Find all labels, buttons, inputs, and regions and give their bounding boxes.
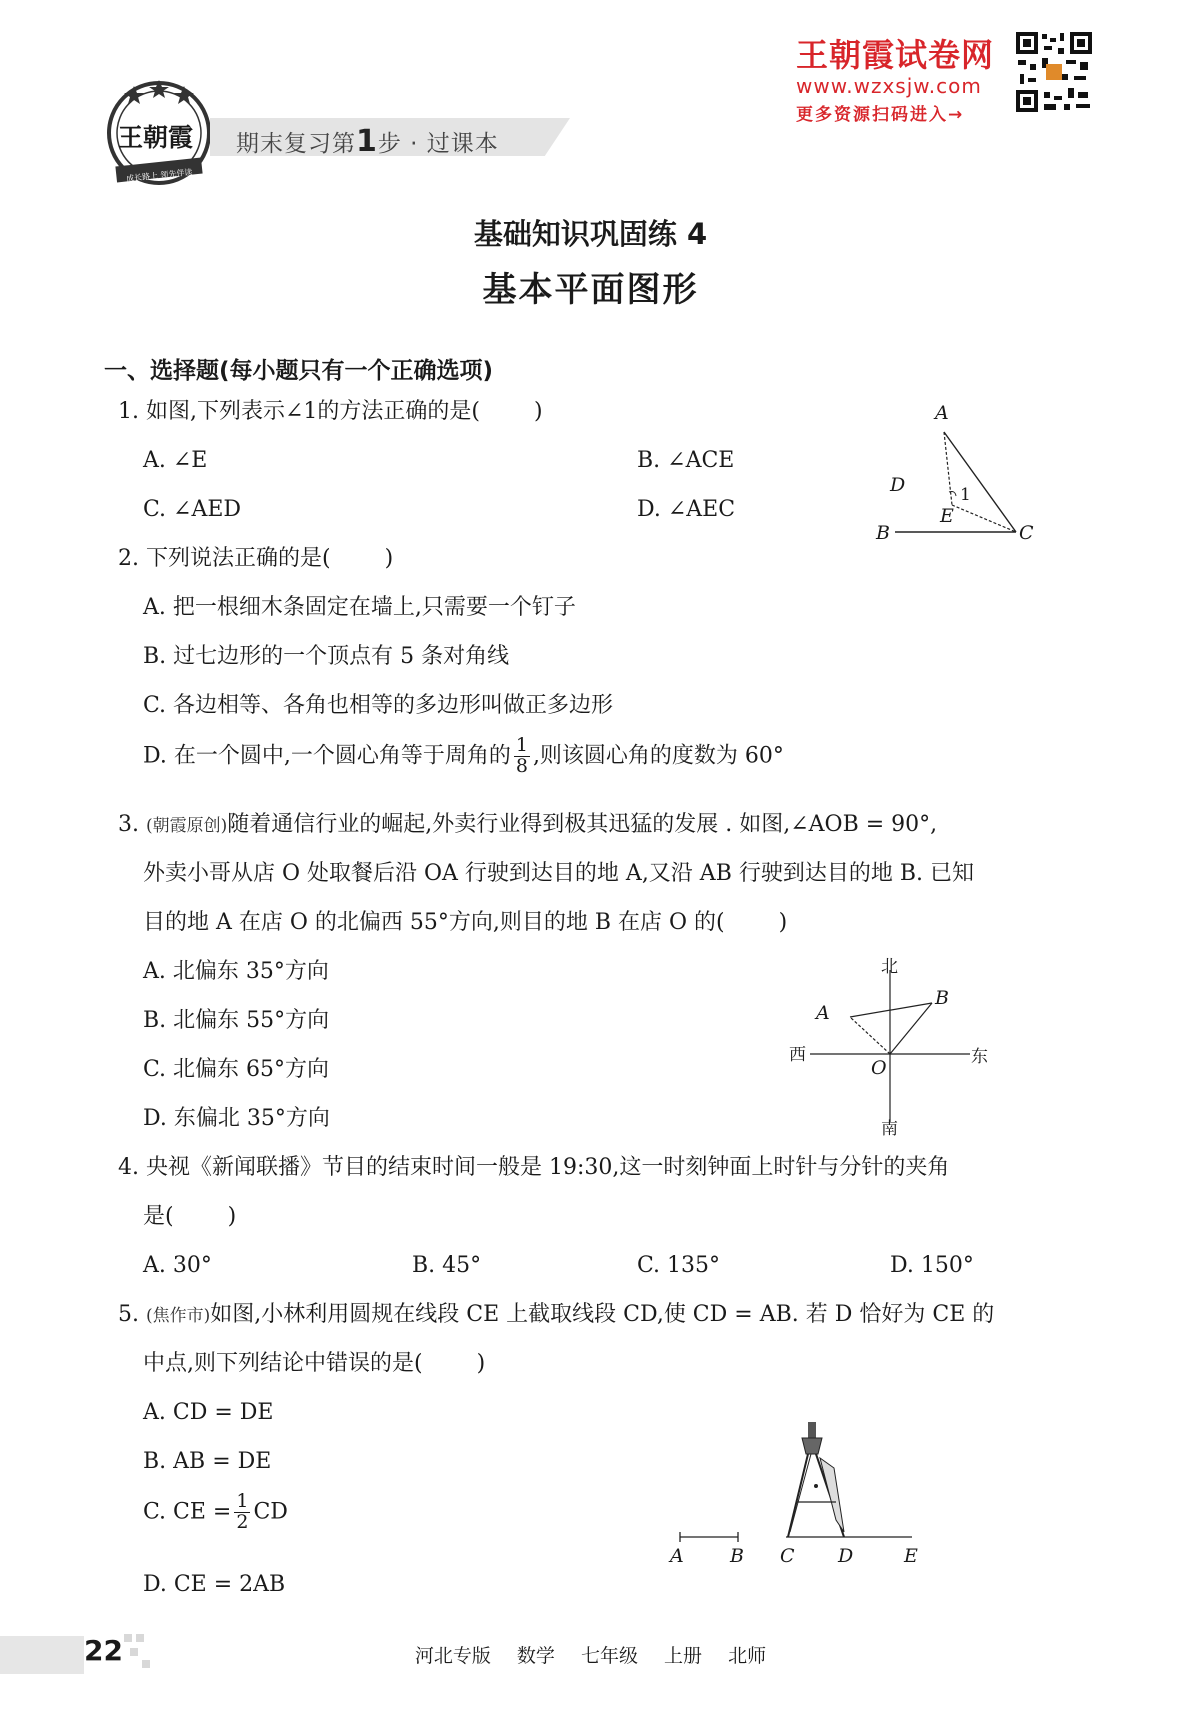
section-heading: 一、选择题(每小题只有一个正确选项)	[104, 358, 494, 384]
q1-option-c[interactable]: C. ∠AED	[143, 497, 242, 522]
q3-compass-figure	[780, 960, 980, 1130]
qr-code-icon[interactable]	[1014, 30, 1094, 114]
q3-label-west: 西	[789, 1045, 806, 1065]
footer-item: 河北专版	[414, 1645, 491, 1667]
q3-option-d[interactable]: D. 东偏北 35°方向	[143, 1106, 330, 1131]
question-1-stem: 1. 如图,下列表示∠1的方法正确的是( )	[118, 399, 543, 424]
q5-label-d: D	[838, 1545, 854, 1567]
step-banner-text: 期末复习第1步 · 过课本	[236, 124, 499, 159]
q5-label-a: A	[670, 1545, 684, 1567]
question-3-line-3: 目的地 A 在店 O 的北偏西 55°方向,则目的地 B 在店 O 的( )	[143, 910, 788, 935]
q3-label-b: B	[935, 987, 949, 1009]
q3-label-north: 北	[881, 957, 898, 977]
q5-label-e: E	[904, 1545, 918, 1567]
q2-option-a[interactable]: A. 把一根细木条固定在墙上,只需要一个钉子	[143, 595, 576, 620]
q2-option-d[interactable]: D. 在一个圆中,一个圆心角等于周角的 $\frac{1}{8}$ ,则该圆心角的度数为 60°	[143, 734, 784, 777]
q3-label-east: 东	[971, 1047, 988, 1067]
brand-block	[796, 30, 994, 125]
q5-option-b[interactable]: B. AB = DE	[143, 1449, 272, 1474]
footer-item: 北师	[728, 1645, 767, 1667]
q5-label-b: B	[730, 1545, 744, 1567]
question-5-line-1: 5. (焦作市)如图,小林利用圆规在线段 CE 上截取线段 CD,使 CD = AB. 若 D 恰好为 CE 的	[118, 1302, 995, 1327]
question-5-line-2: 中点,则下列结论中错误的是( )	[143, 1351, 486, 1376]
q1-label-d: D	[890, 474, 906, 496]
q5-option-d[interactable]: D. CE = 2AB	[143, 1572, 286, 1597]
q2-option-b[interactable]: B. 过七边形的一个顶点有 5 条对角线	[143, 644, 510, 669]
footer-item: 上册	[664, 1645, 703, 1667]
q4-option-c[interactable]: C. 135°	[637, 1253, 721, 1278]
q1-label-a: A	[935, 402, 949, 424]
q1-label-1: 1	[960, 485, 971, 505]
q3-option-a[interactable]: A. 北偏东 35°方向	[143, 959, 329, 984]
q2-option-c[interactable]: C. 各边相等、各角也相等的多边形叫做正多边形	[143, 693, 614, 718]
q3-option-c[interactable]: C. 北偏东 65°方向	[143, 1057, 330, 1082]
q5-compass-figure	[670, 1420, 930, 1550]
brand-name: 王朝霞试卷网	[796, 36, 995, 74]
question-3-line-1: 3. (朝霞原创)随着通信行业的崛起,外卖行业得到极其迅猛的发展 . 如图,∠AOB = 90°,	[118, 812, 938, 837]
q5-source-tag: (焦作市)	[146, 1306, 211, 1326]
q4-option-d[interactable]: D. 150°	[890, 1253, 974, 1278]
fraction-one-eighth: $\frac{1}{8}$	[515, 734, 528, 777]
question-4-line-1: 4. 央视《新闻联播》节目的结束时间一般是 19:30,这一时刻钟面上时针与分针的夹角	[118, 1155, 950, 1180]
q1-option-d[interactable]: D. ∠AEC	[637, 497, 736, 522]
topic-title: 基本平面图形	[482, 270, 699, 310]
q1-label-c: C	[1019, 522, 1034, 544]
footer-item: 数学	[516, 1645, 555, 1667]
q5-option-c[interactable]: C. CE = $\frac{1}{2}$ CD	[143, 1490, 288, 1533]
q1-option-b[interactable]: B. ∠ACE	[637, 448, 735, 473]
footer-edition	[0, 1641, 1181, 1668]
brand-scan-hint: 更多资源扫码进入→	[796, 105, 965, 125]
footer-item: 七年级	[580, 1645, 638, 1667]
q1-option-a[interactable]: A. ∠E	[143, 448, 208, 473]
q3-label-south: 南	[881, 1119, 898, 1139]
fraction-one-half: $\frac{1}{2}$	[236, 1490, 249, 1533]
q5-option-a[interactable]: A. CD = DE	[143, 1400, 274, 1425]
question-4-line-2: 是( )	[143, 1204, 237, 1229]
question-2-stem: 2. 下列说法正确的是( )	[118, 546, 394, 571]
question-3-line-2: 外卖小哥从店 O 处取餐后沿 OA 行驶到达目的地 A,又沿 AB 行驶到达目的地 B. 已知	[143, 861, 974, 886]
exercise-title: 基础知识巩固练 4	[473, 217, 708, 251]
q1-label-b: B	[876, 522, 890, 544]
q1-label-e: E	[940, 505, 954, 527]
page-number: 22	[84, 1634, 123, 1667]
logo-text: 王朝霞	[118, 123, 194, 152]
logo-motto: 成长路上 领先伴读	[125, 167, 193, 184]
brand-url[interactable]: www.wzxsjw.com	[796, 74, 982, 98]
q3-source-tag: (朝霞原创)	[146, 816, 228, 836]
q4-option-a[interactable]: A. 30°	[143, 1253, 212, 1278]
q3-label-a: A	[816, 1002, 830, 1024]
q3-option-b[interactable]: B. 北偏东 55°方向	[143, 1008, 330, 1033]
q4-option-b[interactable]: B. 45°	[412, 1253, 482, 1278]
q3-label-o: O	[871, 1057, 887, 1079]
q5-label-c: C	[780, 1545, 795, 1567]
